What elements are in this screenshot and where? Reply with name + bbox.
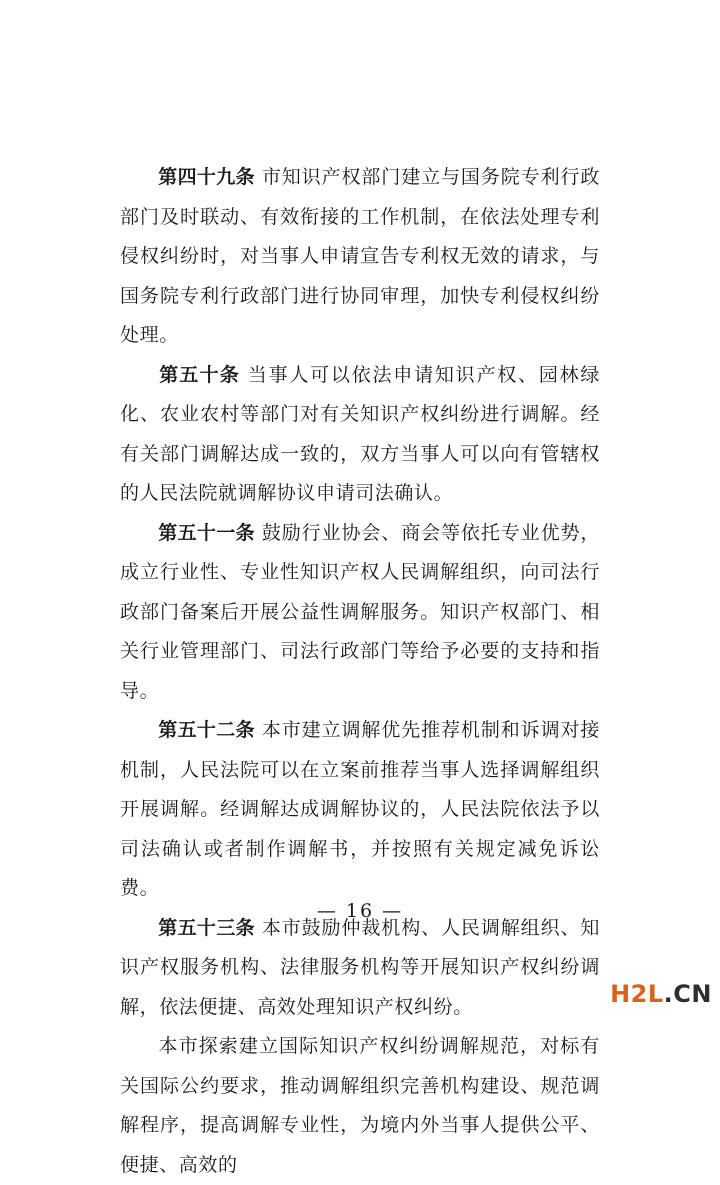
article-text: 本市建立调解优先推荐机制和诉调对接机制，人民法院可以在立案前推荐当事人选择调解组织开展调解。经调解达成调解协议的，人民法院依法予以司法确认或者制作调解书，并按照有关规定减免诉讼费。: [120, 719, 600, 899]
article-number: 第五十条: [158, 363, 240, 386]
article-number: 第五十一条: [158, 521, 255, 544]
article-number: 第五十二条: [158, 719, 255, 741]
paragraph-text: 本市探索建立国际知识产权纠纷调解规范，对标有关国际公约要求，推动调解组织完善机构建设、规范调解程序，提高调解专业性，为境内外当事人提供公平、便捷、高效的: [120, 1035, 600, 1176]
article-paragraph: [120, 158, 600, 356]
article-paragraph: [120, 711, 600, 909]
continuation-paragraph: [120, 1027, 600, 1185]
article-paragraph: [120, 909, 600, 1028]
watermark-part-b: .CN: [663, 980, 712, 1008]
watermark-part-a: H2L: [610, 980, 664, 1008]
site-watermark-logo: [610, 980, 712, 1008]
article-number: 第四十九条: [158, 166, 255, 188]
article-paragraph: [120, 356, 600, 514]
article-text: 市知识产权部门建立与国务院专利行政部门及时联动、有效衔接的工作机制，在依法处理专利侵权纠纷时，对当事人申请宣告专利权无效的请求，与国务院专利行政部门进行协同审理，加快专利侵权纠纷处理。: [120, 166, 600, 346]
article-text: 当事人可以依法申请知识产权、园林绿化、农业农村等部门对有关知识产权纠纷进行调解。经有关部门调解达成一致的，双方当事人可以向有管辖权的人民法院就调解协议申请司法确认。: [120, 363, 600, 504]
article-text: 本市鼓励仲裁机构、人民调解组织、知识产权服务机构、法律服务机构等开展知识产权纠纷调解，依法便捷、高效处理知识产权纠纷。: [120, 916, 600, 1018]
article-number: 第五十三条: [158, 916, 255, 939]
article-paragraph: [120, 514, 600, 712]
page-number: — 16 —: [316, 900, 404, 922]
article-text: 鼓励行业协会、商会等依托专业优势，成立行业性、专业性知识产权人民调解组织，向司法行政部门备案后开展公益性调解服务。知识产权部门、相关行业管理部门、司法行政部门等给予必要的支持和指导。: [120, 521, 600, 702]
document-body: [120, 158, 600, 1185]
